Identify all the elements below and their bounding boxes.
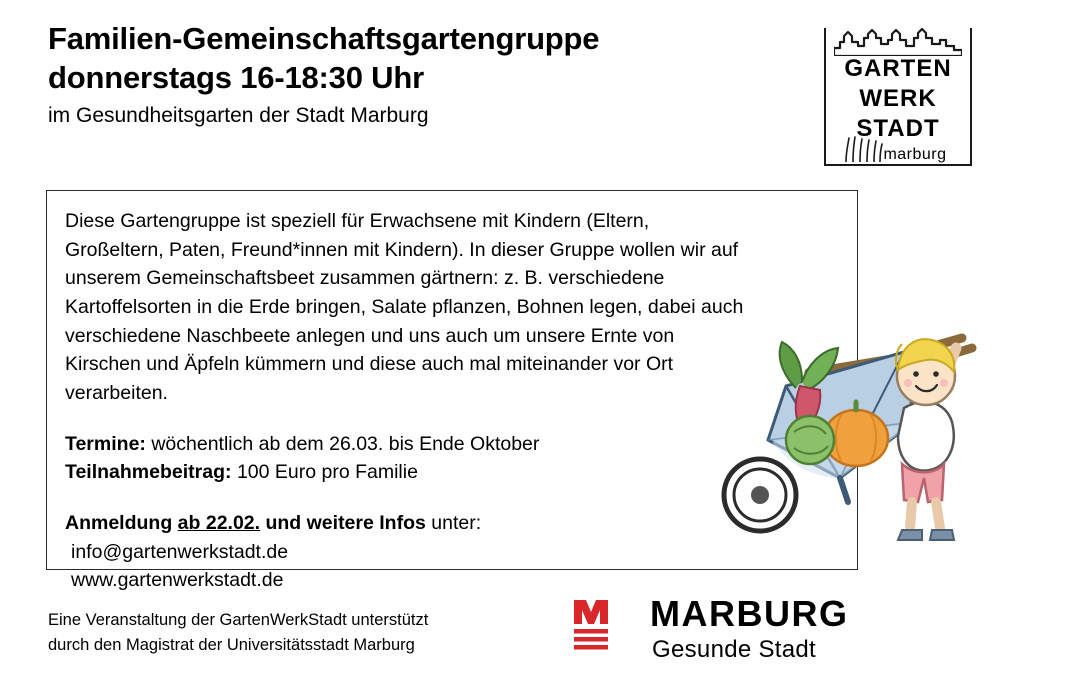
grass-icon	[842, 136, 886, 162]
footer-credit	[48, 608, 508, 658]
page-title-line2: donnerstags 16-18:30 Uhr	[48, 59, 424, 95]
page-subtitle: im Gesundheitsgarten der Stadt Marburg	[48, 103, 429, 127]
wheelbarrow-leg	[840, 478, 848, 502]
logo-word-garten: GARTEN	[844, 55, 952, 82]
wheelbarrow-wheel	[724, 459, 796, 531]
gartenwerkstadt-logo	[824, 28, 972, 166]
footer-credit-line1: Eine Veranstaltung der GartenWerkStadt unterstützt	[48, 611, 429, 629]
contact-email[interactable]: info@gartenwerkstadt.de	[71, 540, 289, 563]
marburg-logo	[572, 593, 872, 668]
marburg-mark-icon	[572, 598, 628, 650]
page-header	[48, 20, 808, 129]
intro-paragraph: Diese Gartengruppe ist speziell für Erwachsene mit Kindern (Eltern, Großeltern, Paten, Freund*innen mit Kindern). In dieser Gruppe wollen wir auf unserem Gemeinschaftsbeet zusammen gärtnern: z. B. verschiedene Kartoffelsorten in die Erde bringen, Salate pflanzen, Bohnen legen, dabei auch verschiedene Naschbeete anlegen und uns auch um unsere Ernte von Kirschen und Äpfeln kümmern und diese auch mal miteinander vor Ort verarbeiten.	[65, 210, 744, 404]
marburg-name: MARBURG	[650, 593, 849, 634]
anmeldung-tail: unter:	[431, 511, 482, 534]
logo-city-marburg: marburg	[883, 146, 947, 163]
vegetable-cabbage-icon	[786, 416, 834, 464]
skyline-icon	[834, 28, 962, 56]
contact-website[interactable]: www.gartenwerkstadt.de	[71, 569, 284, 592]
beitrag-label: Teilnahmebeitrag:	[65, 461, 232, 484]
marburg-subtitle: Gesunde Stadt	[652, 636, 817, 663]
termine-label: Termine:	[65, 432, 146, 455]
page-title-line1: Familien-Gemeinschaftsgartengruppe	[48, 21, 600, 56]
child-figure	[896, 339, 956, 540]
wheelbarrow-illustration	[690, 290, 990, 560]
footer-credit-line2: durch den Magistrat der Universitätsstadt Marburg	[48, 635, 415, 654]
anmeldung-rest: und weitere Infos	[265, 511, 426, 534]
termine-value: wöchentlich ab dem 26.03. bis Ende Oktober	[151, 432, 540, 455]
logo-word-stadt: STADT	[856, 115, 940, 142]
logo-word-werk: WERK	[859, 85, 937, 112]
beitrag-value: 100 Euro pro Familie	[236, 461, 418, 484]
anmeldung-label: Anmeldung	[65, 511, 173, 534]
anmeldung-date: ab 22.02.	[177, 511, 261, 534]
